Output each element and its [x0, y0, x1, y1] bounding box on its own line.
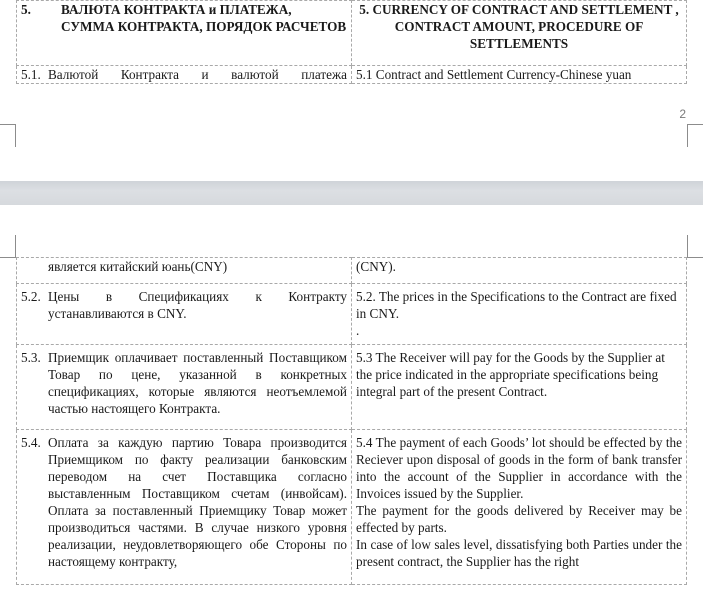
- clause-text: Приемщик оплачивает поставленный Поставщиком Товар по цене, указанной в конкретных спецификациях, которые являются неотъемлемой частью настоящего Контракта.: [48, 350, 347, 416]
- section-5-header-row: [17, 1, 687, 66]
- clause-text: 5.1 Contract and Settlement Currency-Chinese yuan: [356, 67, 632, 82]
- section-5-en-header: [352, 1, 687, 66]
- page-1: [0, 0, 703, 181]
- clause-text-p3: In case of low sales level, dissatisfying both Parties under the present contract, the Supplier has the right: [356, 537, 682, 569]
- clause-5-4-row: [17, 430, 687, 585]
- contract-table-page-1: [16, 0, 687, 84]
- clause-5-1-en-cont: [352, 258, 687, 284]
- clause-text: (CNY).: [356, 259, 396, 274]
- clause-5-3-en: [352, 345, 687, 430]
- clause-text: [48, 66, 347, 83]
- clause-5-1-row: [17, 66, 687, 84]
- crop-mark: [687, 124, 703, 147]
- clause-5-2-en: [352, 284, 687, 345]
- crop-mark: [0, 235, 16, 258]
- word: и: [201, 67, 209, 82]
- section-5-ru-header: [17, 1, 352, 66]
- clause-5-1-en: [352, 66, 687, 84]
- clause-number: 5.2.: [21, 289, 41, 304]
- clause-5-4-en: [352, 430, 687, 585]
- clause-number: 5.1.: [21, 67, 41, 82]
- page-number: 2: [679, 107, 686, 121]
- clause-5-4-ru: [17, 430, 352, 585]
- clause-5-1-continued-row: [17, 258, 687, 284]
- section-ru-title: ВАЛЮТА КОНТРАКТА и ПЛАТЕЖА, СУММА КОНТРАКТА, ПОРЯДОК РАСЧЕТОВ: [61, 2, 347, 34]
- word: Контракта: [120, 67, 179, 82]
- clause-5-2-ru: [17, 284, 352, 345]
- word: валютой: [231, 67, 279, 82]
- clause-text-p2: The payment for the goods delivered by Receiver may be effected by parts.: [356, 503, 682, 535]
- clause-text: является китайский юань(CNY): [48, 259, 228, 274]
- clause-text: 5.3 The Receiver will pay for the Goods by the Supplier at the price indicated in the appropriate specifications being integral part of the present Contract.: [356, 350, 665, 399]
- clause-text: Цены в Спецификациях к Контракту устанавливаются в CNY.: [48, 289, 347, 321]
- clause-5-1-ru: [17, 66, 352, 84]
- contract-table-page-2: [16, 257, 687, 585]
- page-separator: [0, 181, 703, 205]
- clause-5-1-ru-cont: [17, 258, 352, 284]
- clause-5-2-row: [17, 284, 687, 345]
- crop-mark: [0, 124, 16, 147]
- crop-mark: [687, 235, 703, 258]
- page-2: [0, 205, 703, 590]
- section-ru-number: 5.: [21, 2, 31, 17]
- clause-5-3-row: [17, 345, 687, 430]
- section-en-title: 5. CURRENCY OF CONTRACT AND SETTLEMENT , CONTRACT AMOUNT, PROCEDURE OF SETTLEMENTS: [359, 2, 679, 51]
- clause-number: 5.3.: [21, 350, 41, 365]
- word: Валютой: [48, 67, 99, 82]
- clause-text: Оплата за каждую партию Товара производится Приемщиком по факту реализации банковским переводом на счет Поставщика согласно выставленным Поставщиком счетам (инвойсам). Оплата за поставленный Приемщику Товар может производиться частями. В случае низкого уровня реализации, неудовлетворяющего обе Стороны по настоящему контракту,: [48, 435, 347, 569]
- paragraph-mark: .: [356, 323, 360, 338]
- clause-text: 5.2. The prices in the Specifications to the Contract are fixed in CNY.: [356, 289, 677, 321]
- word: платежа: [301, 67, 347, 82]
- clause-text-p1: 5.4 The payment of each Goods’ lot should be effected by the Reciever upon disposal of goods in the form of bank transfer into the account of the Supplier in accordance with the Invoices issued by the Supplier.: [356, 435, 682, 501]
- clause-5-3-ru: [17, 345, 352, 430]
- clause-number: 5.4.: [21, 435, 41, 450]
